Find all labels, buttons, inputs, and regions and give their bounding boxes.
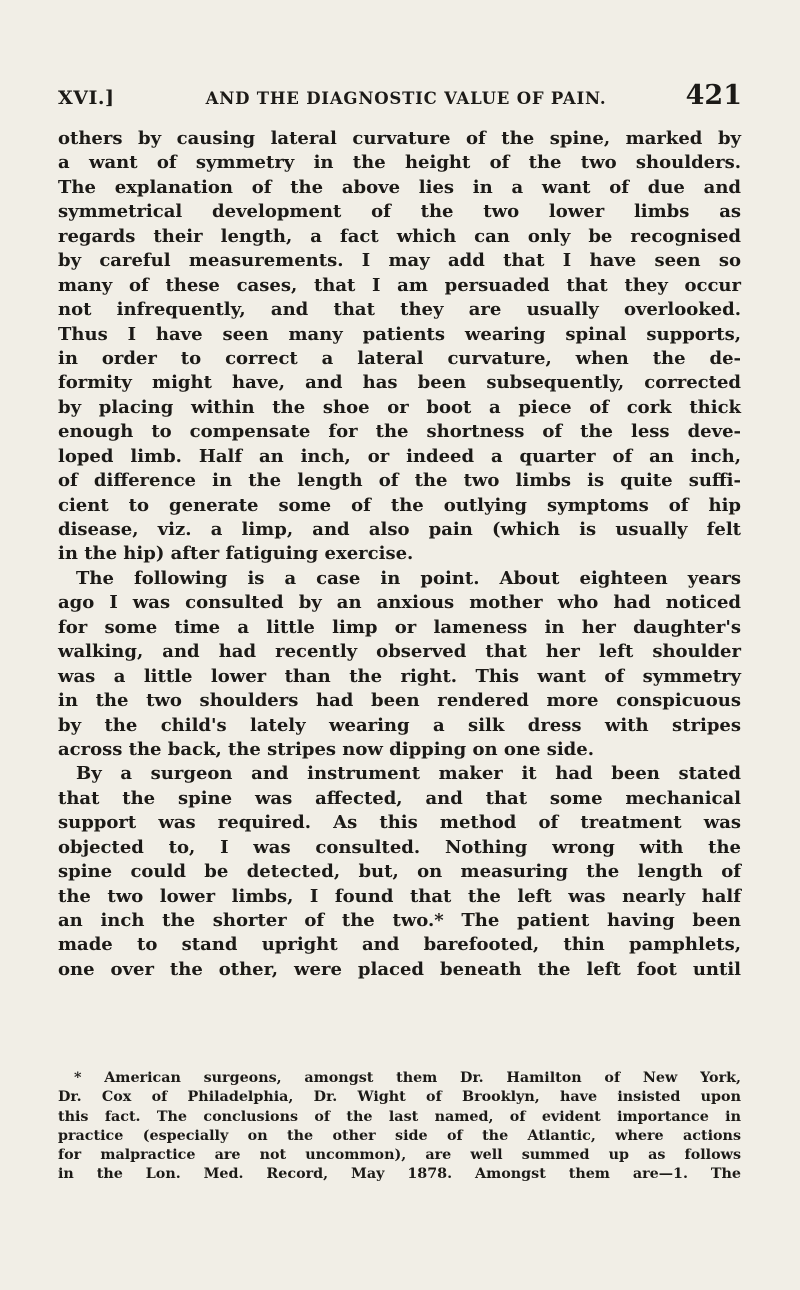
running-header: [58, 80, 742, 120]
body-line: in the two shoulders had been rendered more conspicuous: [58, 690, 741, 712]
body-line: a want of symmetry in the height of the two shoulders.: [58, 152, 741, 174]
body-line: by careful measurements. I may add that I have seen so: [58, 250, 741, 272]
body-line: The following is a case in point. About eighteen years: [76, 567, 741, 589]
body-line: in the hip) after fatiguing exercise.: [58, 543, 414, 565]
body-line: walking, and had recently observed that her left shoulder: [58, 641, 741, 663]
body-line: by the child's lately wearing a silk dress with stripes: [58, 714, 741, 736]
body-line: support was required. As this method of treatment was: [58, 812, 741, 834]
footnote: [58, 1069, 741, 1185]
body-line: The explanation of the above lies in a want of due and: [58, 176, 741, 198]
chapter-marker: XVI.]: [58, 87, 115, 109]
body-line: the two lower limbs, I found that the left was nearly half: [58, 885, 741, 907]
running-title: AND THE DIAGNOSTIC VALUE OF PAIN.: [205, 89, 607, 108]
body-line: symmetrical development of the two lower limbs as: [58, 201, 741, 223]
footnote-line: * American surgeons, amongst them Dr. Hamilton of New York,: [74, 1070, 741, 1086]
body-line: made to stand upright and barefooted, thin pamphlets,: [58, 934, 741, 956]
body-line: enough to compensate for the shortness of the less deve-: [58, 421, 741, 443]
body-line: not infrequently, and that they are usually overlooked.: [58, 299, 741, 321]
body-line: disease, viz. a limp, and also pain (which is usually felt: [58, 519, 741, 540]
footnote-line: for malpractice are not uncommon), are well summed up as follows: [58, 1147, 741, 1164]
body-line: objected to, I was consulted. Nothing wrong with the: [58, 836, 741, 858]
body-line: many of these cases, that I am persuaded that they occur: [58, 274, 741, 296]
footnote-line: Dr. Cox of Philadelphia, Dr. Wight of Brooklyn, have insisted upon: [58, 1089, 741, 1106]
body-line: loped limb. Half an inch, or indeed a quarter of an inch,: [58, 445, 741, 467]
footnote-line: practice (especially on the other side of the Atlantic, where actions: [58, 1127, 741, 1144]
body-line: formity might have, and has been subsequently, corrected: [58, 372, 741, 394]
body-line: ago I was consulted by an anxious mother who had noticed: [58, 592, 741, 614]
footnote-line: this fact. The conclusions of the last named, of evident importance in: [58, 1108, 741, 1125]
body-line: Thus I have seen many patients wearing spinal supports,: [58, 323, 741, 345]
body-line: an inch the shorter of the two.* The patient having been: [58, 910, 741, 931]
body-line: that the spine was affected, and that some mechanical: [58, 787, 741, 809]
body-line: others by causing lateral curvature of the spine, marked by: [58, 128, 741, 149]
body-text: [58, 127, 741, 982]
body-line: By a surgeon and instrument maker it had been stated: [76, 763, 741, 785]
footnote-line: in the Lon. Med. Record, May 1878. Amongst them are—1. The: [58, 1166, 741, 1183]
body-line: of difference in the length of the two limbs is quite suffi-: [58, 470, 741, 492]
body-line: by placing within the shoe or boot a piece of cork thick: [58, 396, 741, 418]
body-line: in order to correct a lateral curvature, when the de-: [58, 347, 741, 369]
body-line: one over the other, were placed beneath the left foot until: [58, 958, 741, 980]
body-line: cient to generate some of the outlying symptoms of hip: [58, 494, 741, 516]
body-line: was a little lower than the right. This want of symmetry: [58, 665, 741, 687]
page-number: 421: [685, 80, 742, 111]
body-line: across the back, the stripes now dipping on one side.: [58, 738, 594, 760]
body-line: spine could be detected, but, on measuring the length of: [58, 861, 741, 883]
body-line: for some time a little limp or lameness in her daughter's: [58, 616, 741, 638]
body-line: regards their length, a fact which can only be recognised: [58, 225, 741, 247]
